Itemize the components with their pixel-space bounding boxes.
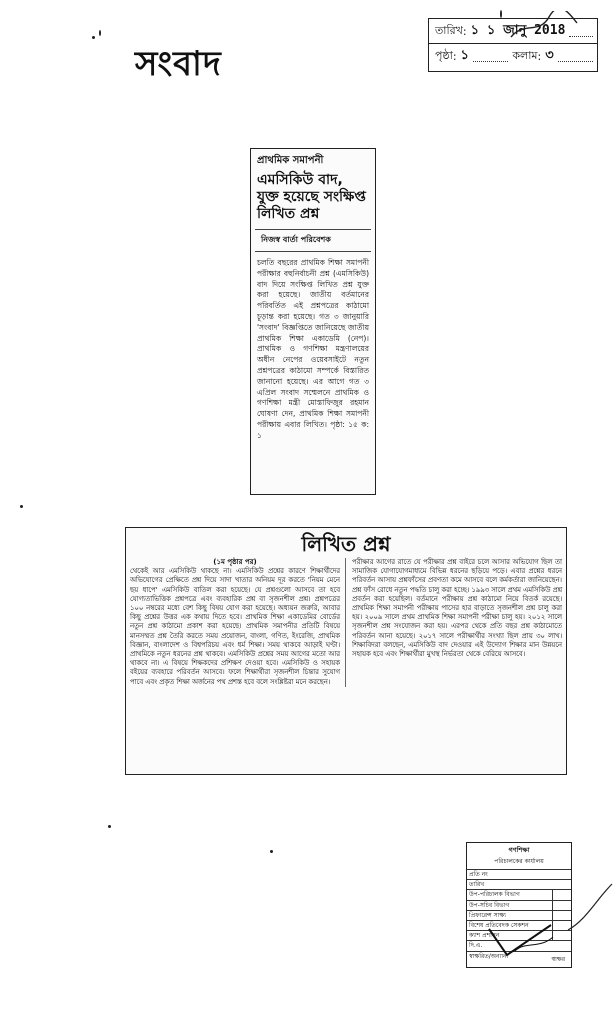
scan-speck: [500, 10, 502, 18]
scan-speck: [108, 825, 111, 828]
pen-scribble-icon: [509, 11, 579, 41]
slip-subtitle: পরিচালকের কার্যালয়: [467, 856, 571, 870]
slip-line: ক্যাশ প্রশাসন: [467, 931, 571, 941]
clipping-byline: নিজস্ব বার্তা পরিবেশক: [255, 229, 371, 252]
slip-line: উপ-সচিব বিভাগ: [467, 901, 571, 911]
stamp-column-label: কলাম: [512, 48, 538, 62]
scan-speck: [270, 850, 273, 853]
continuation-columns: [126, 554, 566, 687]
slip-line: প্রতি নং: [467, 870, 571, 880]
stamp-date-value: ১ ১ জানু 2018: [470, 22, 566, 38]
continuation-text-right: পরীক্ষার আগের রাতে যে পরীক্ষার প্রশ্ন বাইরে চলে আসার অভিযোগ ছিল তা সামাজিক যোগাযোগমাধ্যমে বিভিন্ন ধরনের ছড়িয়ে পড়ে। এবার প্রশ্নের ধরনে পরিবর্তন আসায় প্রশ্নফাঁসের প্রবণতা কমে আসবে বলে কর্মকর্তারা জানিয়েছেন। প্রশ্ন ফাঁস রোধে নতুন পদ্ধতি চালু করা হচ্ছে। ১৯৯৩ সালে প্রথম এমসিকিউ প্রশ্ন প্রবর্তন করা হয়েছিল। বর্তমানে পরীক্ষায় প্রশ্ন কাঠামো নিয়ে বিতর্ক রয়েছে। প্রাথমিক শিক্ষা সমাপনী পরীক্ষায় পাসের হার বাড়াতে সৃজনশীল প্রশ্ন চালু করা হয়। ২০০৯ সালে প্রথম প্রাথমিক শিক্ষা সমাপনী পরীক্ষা চালু হয়। ২০১২ সালে সৃজনশীল প্রশ্ন সংযোজন করা হয়। এরপর থেকে প্রতি বছর প্রশ্ন কাঠামোতে পরিবর্তন আনা হয়েছে। ২০১৭ সালে পরীক্ষার্থীর সংখ্যা ছিল প্রায় ৩০ লাখ। শিক্ষাবিদরা বলছেন, এমসিকিউ বাদ দেওয়ার এই উদ্যোগ শিক্ষার মান উন্নয়নে সহায়ক হবে এবং শিক্ষার্থীরা মুখস্থ নির্ভরতা থেকে বেরিয়ে আসবে।: [352, 558, 562, 659]
continuation-headline-bar: [126, 528, 566, 554]
handwritten-check-icon: [485, 921, 555, 961]
date-stamp: [428, 18, 598, 72]
continuation-marker: (১ম পৃষ্ঠার পর): [213, 558, 257, 566]
stamp-page-row: পৃষ্ঠা : ১ কলাম : ৩: [429, 43, 597, 68]
office-routing-slip: [466, 842, 572, 968]
stamp-page-label: পৃষ্ঠা: [435, 48, 453, 62]
dotted-line: [558, 51, 593, 62]
stamp-date-row: তারিখ : ১ ১ জানু 2018: [429, 19, 597, 43]
slip-ack: স্বাক্ষর: [551, 956, 565, 963]
slip-line: বিশেষ প্রতিবেদক সেকশন: [467, 921, 571, 931]
continuation-text-left: থেকেই আর এমসিকিউ থাকছে না। এমসিকিউ প্রশ্নের কারণে শিক্ষার্থীদের অভিযোগের প্রেক্ষিতে প্রশ্ন দিয়ে সাদা খাতার অনিয়ম দূর করতে 'নিয়ম মেনে ছয় ধাপে' এমসিকিউ বাতিল করা হয়েছে। যে প্রশ্নগুলো আসবে তা হবে যোগ্যতাভিত্তিক প্রশ্নপত্রে এবং ব্যবহারিক প্রশ্ন বা সৃজনশীল প্রশ্ন। প্রশ্নপত্রের ১০০ নম্বরের মধ্যে বেশ কিছু বিষয় যোগ করা হয়েছে। অধ্যয়ন জরুরি, আবার কিছু প্রশ্নের উত্তর এক কথায় দিতে হবে। প্রাথমিক শিক্ষা একাডেমির বোর্ডের নতুন প্রশ্ন কাঠামো প্রকাশ করা হয়েছে। প্রাথমিক সমাপনীর প্রতিটি বিষয়ে মানসম্মত প্রশ্ন তৈরি করতে সময় প্রয়োজন, বাংলা, গণিত, ইংরেজি, প্রাথমিক বিজ্ঞান, বাংলাদেশ ও বিশ্বপরিচয় এবং ধর্ম শিক্ষা। সময় থাকবে আড়াই ঘণ্টা। প্রাথমিকে নতুন ধরনের প্রশ্ন থাকবে। এমসিকিউ প্রশ্নের সময় আগের মতো আর থাকবে না। এ বিষয়ে শিক্ষকদের প্রশিক্ষণ দেওয়া হবে। এমসিকিউ ও সহায়ক বইয়ের ব্যবহারে পরিবর্তন আসবে। ফলে শিক্ষার্থীরা সৃজনশীল চিন্তার সুযোগ পাবে এবং প্রকৃত শিক্ষা অর্জনের পথ প্রশস্ত হবে বলে সংশ্লিষ্টরা মনে করছেন।: [130, 567, 340, 686]
stamp-column-value: ৩: [545, 47, 554, 63]
continuation-headline: লিখিত প্রশ্ন: [301, 532, 391, 556]
clipping-body: চলতি বছরের প্রাথমিক শিক্ষা সমাপনী পরীক্ষার বহুনির্বাচনী প্রশ্ন (এমসিকিউ) বাদ দিয়ে সংক্ষিপ্ত লিখিত প্রশ্ন যুক্ত করা হয়েছে। জাতীয় বর্তমানের পরিবর্তিত এই প্রশ্নপত্রের কাঠামো চূড়ান্ত করা হয়েছে। গত ৩ জানুয়ারি 'সংবাদ' বিজ্ঞপ্তিতে জানিয়েছে জাতীয় প্রাথমিক শিক্ষা একাডেমি (নেপ)। প্রাথমিক ও গণশিক্ষা মন্ত্রণালয়ের অধীন নেপের ওয়েবসাইটে নতুন প্রশ্নপত্রের কাঠামো সম্পর্কে বিস্তারিত জানানো হয়েছে। এর আগে গত ৩ এপ্রিল সংবাদ সম্মেলনে প্রাথমিক ও গণশিক্ষা মন্ত্রী মোস্তাফিজুর রহমান ঘোষণা দেন, প্রাথমিক শিক্ষা সমাপনী পরীক্ষায় এবার লিখিত। পৃষ্ঠা: ১৫ ক: ১: [257, 258, 369, 440]
clipping-kicker: প্রাথমিক সমাপনী: [257, 155, 324, 166]
slip-line: স্বাক্ষরিত/অন্যান্য: [469, 952, 509, 960]
slip-line: তারিখ: [467, 880, 571, 890]
scan-speck: [20, 505, 23, 508]
slip-line: উপ-পরিচালক বিভাগ: [467, 890, 571, 900]
slip-line: প্রিফারেন্স সাক্ষ্য: [467, 911, 571, 921]
scan-speck: [92, 36, 95, 39]
news-clipping-front: [250, 148, 376, 495]
stamp-page-value: ১: [460, 47, 469, 63]
continuation-column-left: [130, 558, 346, 687]
slip-line: দি.এ.: [467, 941, 571, 951]
dotted-line: [473, 51, 508, 62]
clipping-headline: এমসিকিউ বাদ, যুক্ত হয়েছে সংক্ষিপ্ত লিখিত প্রশ্ন: [257, 172, 366, 222]
pen-stroke-icon: [566, 880, 614, 940]
stamp-date-label: তারিখ: [435, 23, 463, 37]
continuation-column-right: [352, 558, 562, 687]
news-clipping-continuation: [125, 527, 567, 775]
newspaper-masthead: সংবাদ: [135, 44, 222, 84]
scan-speck: [99, 30, 101, 36]
slip-title: গণশিক্ষা: [508, 846, 530, 854]
